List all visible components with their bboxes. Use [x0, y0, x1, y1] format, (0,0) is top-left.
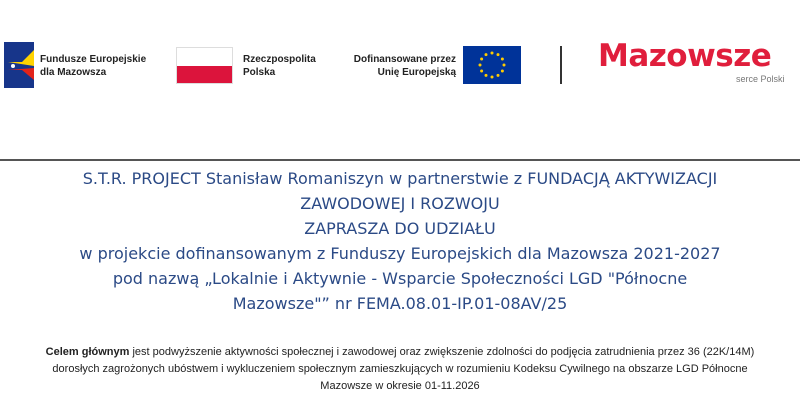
cut-off-text: [8, 409, 308, 416]
headline-line: pod nazwą „Lokalnie i Aktywnie - Wsparcie Społeczności LGD "Północne: [112, 269, 688, 288]
body-line: Mazowsze w okresie 01-11.2026: [320, 380, 480, 392]
eu-star-icon: [491, 76, 494, 79]
logo-divider: [560, 46, 562, 84]
headline-line: w projekcie dofinansowanym z Funduszy Europejskich dla Mazowsza 2021-2027: [79, 244, 721, 263]
eu-star-icon: [485, 74, 488, 77]
mazowsze-tagline: serce Polski: [736, 74, 785, 84]
headline-line: ZAWODOWEJ I ROZWOJU: [300, 194, 500, 213]
main-goal-paragraph: [0, 344, 800, 395]
eu-star-icon: [479, 64, 482, 67]
eu-star-icon: [485, 53, 488, 56]
body-line: [0, 344, 800, 361]
eu-star-icon: [491, 52, 494, 55]
eu-star-icon: [503, 64, 506, 67]
fundusze-europejskie-text: Fundusze Europejskie dla Mazowsza: [40, 54, 147, 78]
headline-line: S.T.R. PROJECT Stanisław Romaniszyn w partnerstwie z FUNDACJĄ AKTYWIZACJI: [82, 169, 718, 188]
eu-star-icon: [480, 58, 483, 61]
body-line: dorosłych zagrożonych ubóstwem i wykluczeniem społecznym zamieszkujących w rozumieniu Kodeksu Cywilnego na obszarze LGD Północne: [52, 363, 748, 375]
eu-star-icon: [501, 58, 504, 61]
eu-star-icon: [501, 70, 504, 73]
body-line-1-text: jest podwyższenie aktywności społecznej i zawodowej oraz zwiększenie zdolności do podjęcia zatrudnienia przez 36 (22K/14M): [129, 346, 755, 358]
main-goal-label: Celem głównym: [45, 346, 130, 358]
headline-line: ZAPRASZA DO UDZIAŁU: [304, 219, 496, 238]
eu-funding-text: Dofinansowane przez Unię Europejską: [353, 54, 456, 78]
eu-star-icon: [497, 74, 500, 77]
announcement-headline: [0, 166, 800, 316]
eu-flag-icon: [463, 46, 521, 84]
eu-star-icon: [497, 53, 500, 56]
rzeczpospolita-text: Rzeczpospolita Polska: [243, 54, 316, 78]
fundusze-europejskie-logo-icon: [4, 42, 34, 88]
eu-star-icon: [480, 70, 483, 73]
polish-flag-icon: [176, 47, 233, 84]
mazowsze-logo: Mazowsze: [598, 38, 772, 74]
headline-line: Mazowsze"” nr FEMA.08.01-IP.01-08AV/25: [232, 294, 568, 313]
header-divider: [0, 159, 800, 161]
logo-bar: [0, 0, 800, 150]
